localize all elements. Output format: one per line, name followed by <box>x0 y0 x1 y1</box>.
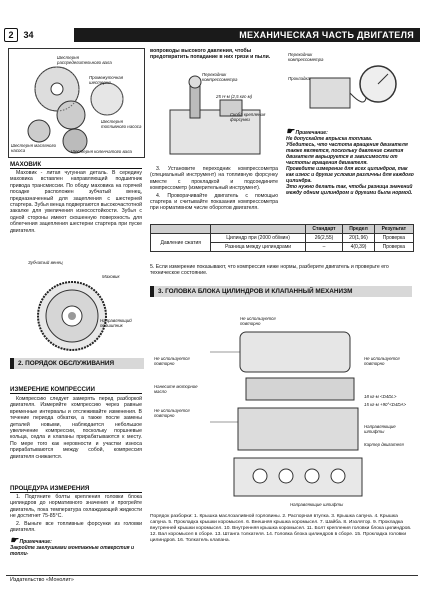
gear-label: Шестерня топливного насоса <box>101 119 142 129</box>
procedure-step: 1. Подтяните болты крепления головки блока цилиндров до нормативного значения и прогрейте двигатель, пока температура охлаждающей жидкости не достигнет 75-85°С. <box>10 494 142 520</box>
table-cell: Давление сжатия <box>151 234 211 252</box>
col2-top-text: вопроводы высокого давления, чтобы предотвратить попадание в них грязи и пыли. <box>150 48 271 61</box>
flywheel-paragraph: Маховик - литая чугунная деталь. В середину маховика вставлен направляющий подшипник привода трансмиссии. По ободу маховика на горячей посадке расположен зубчатый венец, предназначенный для зацепления с шестерней стартера. Зубья венца подвергаются высокочастотной закалке для увеличения износостойкости. Зубья с одной стороны имеют скошенную поверхность для облегчения зацепления шестерни стартера при пуске двигателя. <box>10 170 142 234</box>
note-line: Проведите измерение для всех цилиндров, так как износ и другие условия различны для каждого цилиндра. <box>286 166 414 184</box>
warning-hand-icon: ☛ <box>286 126 295 136</box>
fig-label: Переходник компрессометра <box>202 72 238 82</box>
flywheel-figure <box>10 258 142 354</box>
gear-label: Промежуточная шестерня <box>89 75 124 85</box>
table-header: Предел <box>343 225 374 234</box>
note-title: Примечание: <box>19 539 52 545</box>
injector-adapter-figure <box>150 70 278 162</box>
section-number: 3. <box>158 288 164 295</box>
table-cell: Цилиндр при (2000 об/мин) <box>211 234 305 243</box>
table-header: Стандарт <box>305 225 343 234</box>
flywheel-drawing <box>10 258 142 354</box>
fig-label: Скоба крепления форсунки <box>230 112 266 122</box>
note-text: Закройте заглушками монтажные отверстия и топли- <box>10 545 135 557</box>
warning-hand-icon: ☛ <box>10 535 19 545</box>
fig-label: Переходник компрессометра <box>288 52 324 62</box>
note-line: Убедитесь, что частота вращения двигателя также является, поскольку давление сжатия двигателя варьируется в зависимости от частоты вращения двигателя. <box>286 142 408 166</box>
page-number: 34 <box>23 30 34 40</box>
col3-note <box>286 128 414 196</box>
flywheel-label: Направляющий подшипник <box>100 318 132 328</box>
page-number-block <box>4 28 74 42</box>
flywheel-label: Зубчатый венец <box>28 260 63 265</box>
disassembly-caption: Порядок разборки: 1. Крышка маслозаливной горловины. 2. Распорная втулка. 3. Крышка сапуна. 4. Крышка сапуна. 5. Прокладка крышки коромысел. 6. Внешняя крышка коромысел. 7. Шайба. 8. Изолятор. 9. Прокладка внутренней крышки коромысел. 10. Внутренняя крышка коромысел. 11. Болт крепления головки блока цилиндров. 12. Вал коромысел в сборе. 13. Штанга толкателя. 14. Головка блока цилиндров в сборе. 15. Прокладка головки цилиндров. 16. Толкатель клапана. <box>150 514 412 543</box>
section-title: МЕХАНИЧЕСКАЯ ЧАСТЬ ДВИГАТЕЛЯ <box>74 28 420 42</box>
compression-text-block <box>10 396 142 461</box>
fig-label: 15 кг·м +90°<D4DA> <box>364 402 407 407</box>
flywheel-label: Маховик <box>102 274 120 279</box>
section-2-header <box>10 358 144 369</box>
note-line: Это нужно делать так, чтобы разница значений между одним цилиндром и другими была нормой. <box>286 184 413 196</box>
cylinder-head-figure <box>150 312 414 512</box>
table-header <box>151 225 211 234</box>
fig-label: 18 кг·м <D4DL> <box>364 394 397 399</box>
fig-label: Не используется повторно <box>154 408 190 418</box>
procedure-steps <box>10 494 142 534</box>
fig-label: Не используется повторно <box>240 316 276 326</box>
compression-note <box>10 537 142 557</box>
fig-label: Прокладка <box>288 76 310 81</box>
step-3: 3. Установите переходник компрессометра (специальный инструмент) на топливную форсунку вместе с прокладкой и подсоедините компрессометр (измерительный инструмент). <box>150 166 278 192</box>
section-number: 2. <box>18 360 24 367</box>
table-header-row <box>151 225 414 234</box>
fig-label: Направляющие штифты <box>290 502 344 507</box>
procedure-step: 2. Выньте все топливные форсунки из головки двигателя. <box>10 520 142 534</box>
table-cell: Проверка <box>374 234 413 243</box>
fig-label: Не используется повторно <box>154 356 190 366</box>
publisher-footer: Издательство «Монолит» <box>10 577 74 583</box>
footer-rule <box>6 575 418 576</box>
table-header <box>211 225 305 234</box>
compression-heading: ИЗМЕРЕНИЕ КОМПРЕССИИ <box>10 386 142 394</box>
section-title: ПОРЯДОК ОБСЛУЖИВАНИЯ <box>25 360 115 367</box>
gear-label: Шестерня коленчатого вала <box>71 149 132 154</box>
gear-label: Шестерня распределительного вала <box>57 55 112 65</box>
table-row <box>151 234 414 243</box>
flywheel-text-block <box>10 170 142 235</box>
compression-gauge-figure <box>286 48 414 124</box>
fig-label: 25 H·м (2,5 кгс·м) <box>216 94 253 99</box>
step-5: 5. Если измерение показывают, что компрессия ниже нормы, разберите двигатель и проверьте его техническое состояние. <box>150 264 389 277</box>
flywheel-heading: МАХОВИК <box>10 161 142 169</box>
table-cell: 20(1,96) <box>343 234 374 243</box>
fig-label: Не используется повторно <box>364 356 400 366</box>
col2-steps <box>150 166 278 213</box>
step-4: 4. Проворачивайте двигатель с помощью стартера и считывайте показания компрессометра при нормативном числе оборотов двигателя. <box>150 192 278 212</box>
fig-label: Направляющие штифты <box>364 424 396 434</box>
fig-label: Нанесите моторное масло <box>154 384 198 394</box>
page-header <box>4 28 420 42</box>
section-3-header <box>150 286 412 297</box>
section-title: ГОЛОВКА БЛОКА ЦИЛИНДРОВ И КЛАПАННЫЙ МЕХАНИЗМ <box>165 288 353 295</box>
note-title: Примечание: <box>295 130 328 136</box>
compression-table <box>150 224 414 252</box>
table-cell: Разница между цилиндрами <box>211 243 305 252</box>
table-cell: 26(2,55) <box>305 234 343 243</box>
gears-figure <box>8 48 145 158</box>
gear-label: Шестерня масляного насоса <box>11 143 57 153</box>
note-line: Не допускайте впрыска топлива. <box>286 136 373 142</box>
table-header: Результат <box>374 225 413 234</box>
procedure-heading: ПРОЦЕДУРА ИЗМЕРЕНИЯ <box>10 485 142 493</box>
table-cell: – <box>305 243 343 252</box>
compression-paragraph: Компрессию следует замерять перед разборкой двигателя. Измеряйте компрессию через равные временные интервалы и отслеживайте изменения. В течение периода обкатки, а также после замены деталей новыми, наблюдается небольшое увеличение компрессии, поскольку поршневые кольца, седла и клапаны прирабатываются к месту. По мере того как неровности и участки износа прирабатываются между собой, компрессия двигателя снижается. <box>10 396 142 460</box>
table-cell: Проверка <box>374 243 413 252</box>
chapter-badge-icon: 2 <box>4 28 18 42</box>
fig-label: Картер двигателя <box>364 442 404 447</box>
gears-drawing <box>9 49 144 157</box>
table-cell: 4(0,39) <box>343 243 374 252</box>
